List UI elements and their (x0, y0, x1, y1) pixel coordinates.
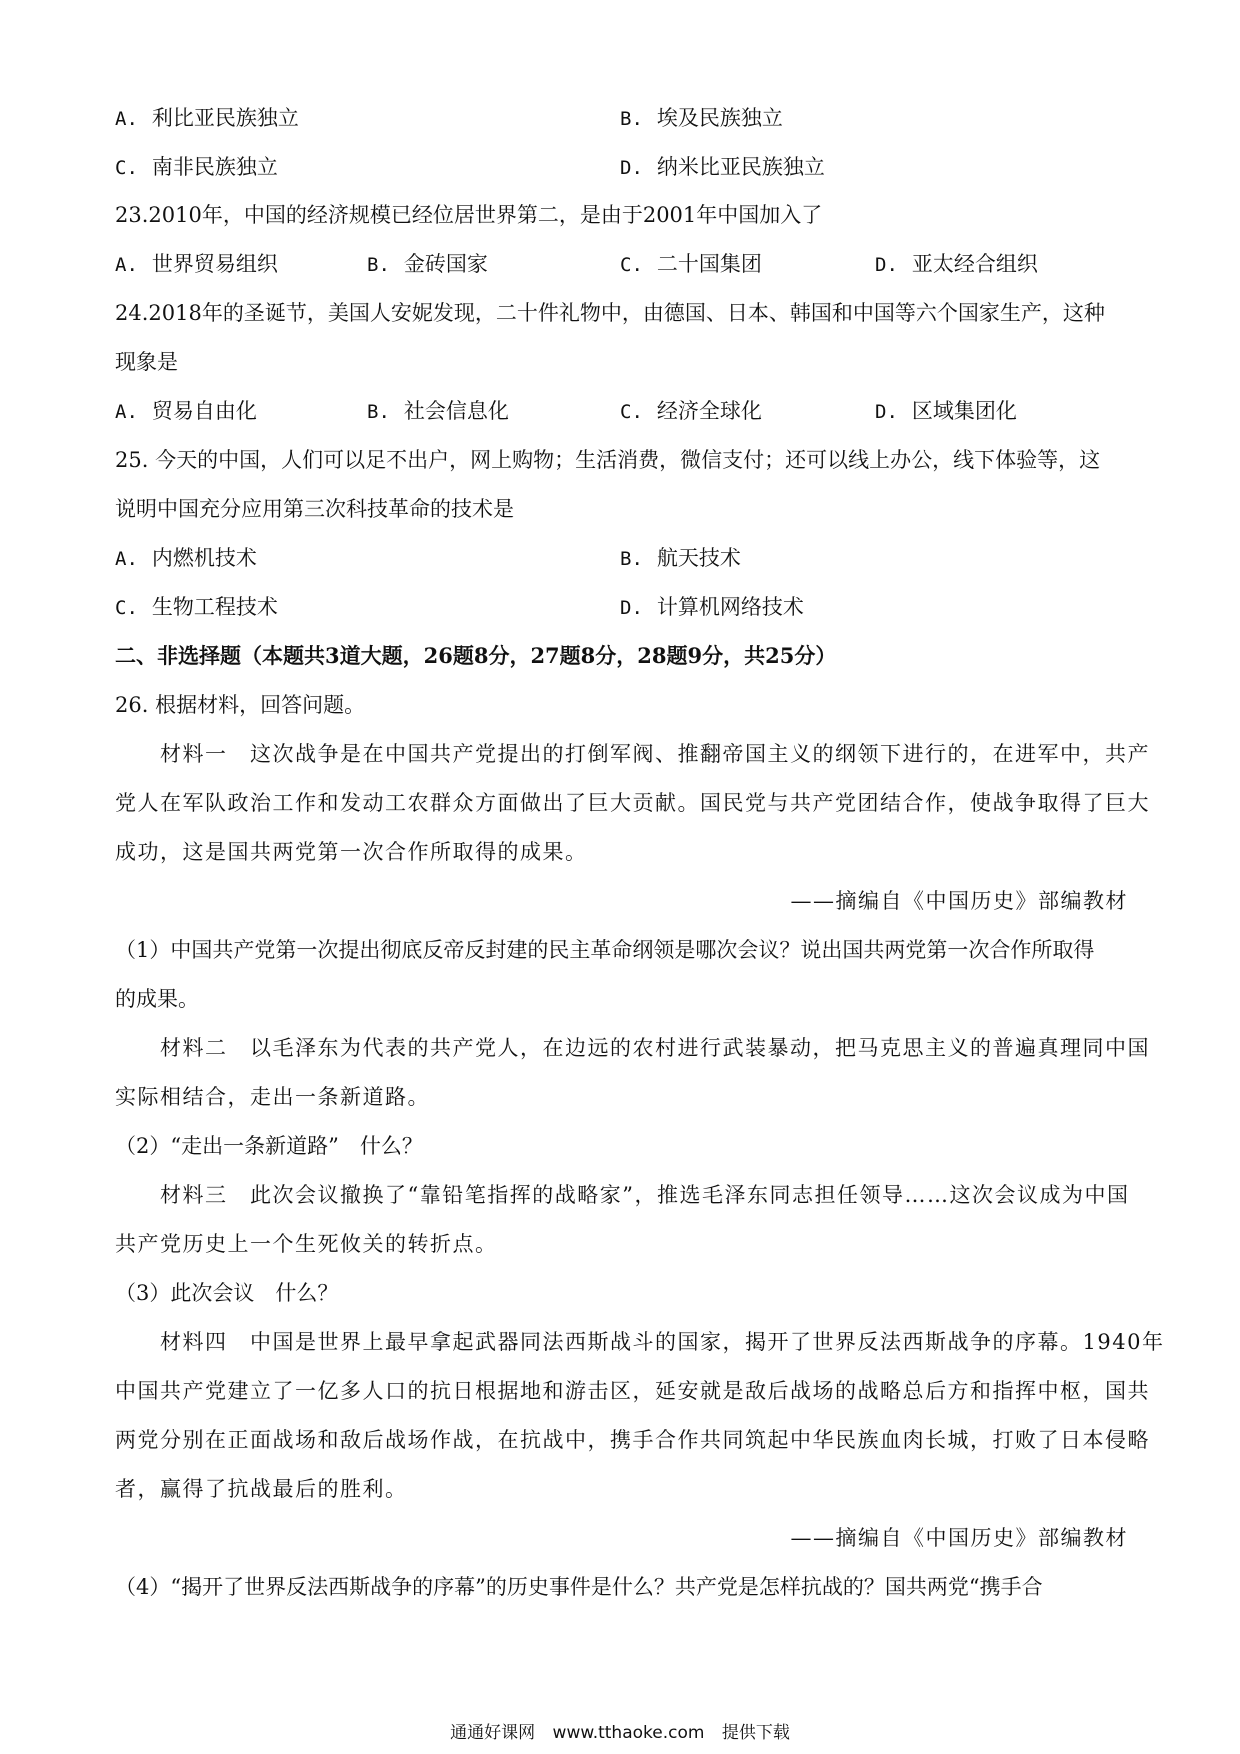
question-23-stem: 23.2010年，中国的经济规模已经位居世界第二，是由于2001年中国加入了 (115, 203, 823, 227)
option-d: D. 计算机网络技术 (620, 595, 804, 619)
sub-question-3: （3）此次会议 什么？ (115, 1281, 339, 1305)
option-d: D. 纳米比亚民族独立 (620, 155, 825, 179)
option-c: C. 二十国集团 (620, 252, 762, 276)
material-4-line: 中国共产党建立了一亿多人口的抗日根据地和游击区，延安就是敌后战场的战略总后方和指挥中枢，国共 (115, 1379, 1150, 1403)
question-24-stem: 24.2018年的圣诞节，美国人安妮发现，二十件礼物中，由德国、日本、韩国和中国等六个国家生产，这种 (115, 301, 1105, 325)
sub-question-2: （2）“走出一条新道路” 什么？ (115, 1134, 423, 1158)
footer-site-name: 通通好课网 (450, 1723, 536, 1743)
option-a: A. 贸易自由化 (115, 399, 257, 423)
question-25-stem-cont: 说明中国充分应用第三次科技革命的技术是 (115, 497, 514, 521)
material-4-line: 材料四 中国是世界上最早拿起武器同法西斯战斗的国家，揭开了世界反法西斯战争的序幕。1940年 (160, 1330, 1165, 1354)
material-4-line: 两党分别在正面战场和敌后战场作战，在抗战中，携手合作共同筑起中华民族血肉长城，打败了日本侵略 (115, 1428, 1150, 1452)
sub-question-1: （1）中国共产党第一次提出彻底反帝反封建的民主革命纲领是哪次会议？说出国共两党第一次合作所取得 (115, 938, 1095, 962)
option-b: B. 航天技术 (620, 546, 741, 570)
option-c: C. 生物工程技术 (115, 595, 278, 619)
option-b: B. 金砖国家 (367, 252, 488, 276)
option-b: B. 埃及民族独立 (620, 106, 783, 130)
sub-question-1-cont: 的成果。 (115, 987, 199, 1011)
question-24-stem-cont: 现象是 (115, 350, 178, 374)
option-a: A. 世界贸易组织 (115, 252, 278, 276)
option-a: A. 内燃机技术 (115, 546, 257, 570)
material-1-source: ——摘编自《中国历史》部编教材 (790, 889, 1128, 913)
section-2-title: 二、非选择题（本题共3道大题，26题8分，27题8分，28题9分，共25分） (115, 643, 837, 668)
material-1-line: 材料一 这次战争是在中国共产党提出的打倒军阀、推翻帝国主义的纲领下进行的，在进军中，共产 (160, 742, 1150, 766)
footer-url[interactable]: www.tthaoke.com (552, 1723, 705, 1743)
material-2-line: 材料二 以毛泽东为代表的共产党人，在边远的农村进行武装暴动，把马克思主义的普遍真理同中国 (160, 1036, 1150, 1060)
question-26-stem: 26. 根据材料，回答问题。 (115, 693, 366, 717)
material-1-line: 党人在军队政治工作和发动工农群众方面做出了巨大贡献。国民党与共产党团结合作，使战争取得了巨大 (115, 791, 1150, 815)
question-25-stem: 25. 今天的中国，人们可以足不出户，网上购物；生活消费，微信支付；还可以线上办公，线下体验等，这 (115, 448, 1101, 472)
material-3-line: 材料三 此次会议撤换了“靠铅笔指挥的战略家”，推选毛泽东同志担任领导……这次会议成为中国 (160, 1183, 1130, 1207)
option-b: B. 社会信息化 (367, 399, 509, 423)
material-4-source: ——摘编自《中国历史》部编教材 (790, 1526, 1128, 1550)
material-3-line: 共产党历史上一个生死攸关的转折点。 (115, 1232, 498, 1256)
sub-question-4: （4）“揭开了世界反法西斯战争的序幕”的历史事件是什么？共产党是怎样抗战的？国共两党“携手合 (115, 1575, 1043, 1599)
material-1-line: 成功，这是国共两党第一次合作所取得的成果。 (115, 840, 588, 864)
page-footer (0, 1718, 1240, 1743)
option-c: C. 南非民族独立 (115, 155, 278, 179)
material-4-line: 者，赢得了抗战最后的胜利。 (115, 1477, 408, 1501)
option-a: A. 利比亚民族独立 (115, 106, 299, 130)
option-c: C. 经济全球化 (620, 399, 762, 423)
option-d: D. 亚太经合组织 (875, 252, 1038, 276)
material-2-line: 实际相结合，走出一条新道路。 (115, 1085, 430, 1109)
footer-note: 提供下载 (721, 1723, 790, 1743)
option-d: D. 区域集团化 (875, 399, 1017, 423)
